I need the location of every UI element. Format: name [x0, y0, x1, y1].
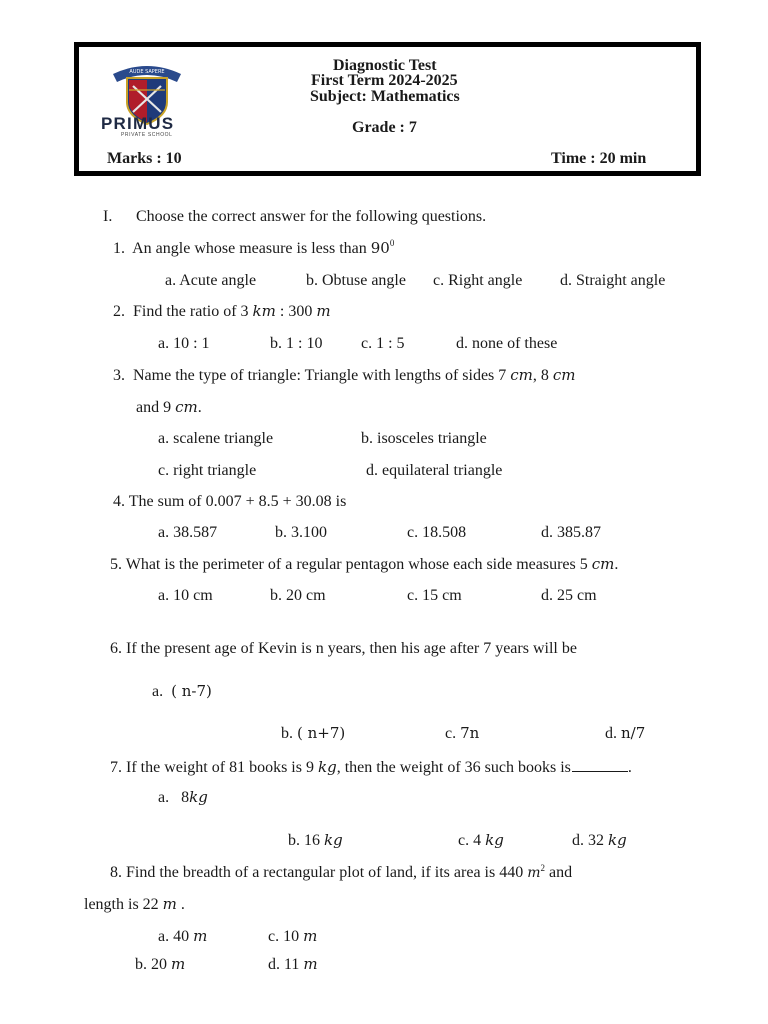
- q3-unit-1: cm: [510, 366, 533, 384]
- q3-text: Name the type of triangle: Triangle with lengths of sides 7: [133, 367, 511, 384]
- q8-option-a-text: a. 40: [158, 928, 194, 945]
- q2-text: Find the ratio of 3: [133, 303, 253, 320]
- q4-option-b[interactable]: b. 3.100: [275, 524, 327, 541]
- question-2: [113, 304, 331, 320]
- q5-text: What is the perimeter of a regular pentagon whose each side measures 5: [125, 556, 592, 573]
- q7-option-d-unit: kg: [608, 831, 627, 849]
- q7-answer-blank[interactable]: [572, 758, 628, 772]
- q7-end: .: [627, 759, 632, 776]
- question-3-line2: [136, 400, 202, 416]
- q3-end: .: [197, 399, 202, 416]
- q3-mid: , 8: [532, 367, 553, 384]
- q3-number: 3.: [113, 367, 125, 384]
- q3-option-d[interactable]: d. equilateral triangle: [366, 462, 503, 479]
- q2-option-a[interactable]: a. 10 : 1: [158, 335, 210, 352]
- q7-option-a-value: 8: [181, 789, 190, 806]
- q6-option-c-value: 7n: [460, 724, 480, 742]
- q8-option-d-unit: m: [303, 955, 318, 973]
- q7-option-a[interactable]: [158, 790, 208, 806]
- q8-area-unit: m: [527, 865, 541, 881]
- school-name: PRIMUS: [101, 114, 175, 133]
- question-8: [110, 865, 572, 881]
- term-label: First Term 2024-2025: [311, 72, 458, 89]
- time-label: Time : 20 min: [551, 150, 647, 167]
- subject-label: Subject: Mathematics: [310, 88, 460, 105]
- q6-option-d[interactable]: [605, 726, 645, 742]
- q8-line2: length is 22: [84, 896, 163, 913]
- q8-text: Find the breadth of a rectangular plot of land, if its area is 440: [126, 864, 528, 881]
- q4-number: 4.: [113, 493, 125, 510]
- q2-option-d[interactable]: d. none of these: [456, 335, 558, 352]
- q6-option-a[interactable]: [152, 684, 212, 700]
- q2-unit-km: km: [252, 302, 276, 320]
- q8-option-a-unit: m: [193, 927, 208, 945]
- question-5: [110, 557, 618, 573]
- grade-label: Grade : 7: [352, 119, 417, 136]
- q7-option-b[interactable]: [288, 833, 343, 849]
- q7-option-c[interactable]: [458, 833, 504, 849]
- q6-option-c-letter: c.: [445, 725, 457, 742]
- q5-end: .: [614, 556, 619, 573]
- logo-motto: AUDE SAPERE: [129, 69, 165, 75]
- q3-line2: and 9: [136, 399, 176, 416]
- q3-option-a[interactable]: a. scalene triangle: [158, 430, 274, 447]
- q2-unit-m: m: [316, 302, 331, 320]
- q6-option-a-letter: a.: [152, 683, 164, 700]
- q7-number: 7.: [110, 759, 122, 776]
- q7-unit: kg: [317, 758, 337, 776]
- q7-text: If the weight of 81 books is 9: [126, 759, 318, 776]
- q7-option-c-unit: kg: [485, 831, 504, 849]
- question-4: [113, 494, 346, 510]
- question-6: [110, 641, 577, 657]
- school-subtitle: PRIVATE SCHOOL: [121, 132, 173, 138]
- q5-number: 5.: [110, 556, 122, 573]
- q5-option-a[interactable]: a. 10 cm: [158, 587, 213, 604]
- q1-option-d[interactable]: d. Straight angle: [560, 272, 666, 289]
- q2-number: 2.: [113, 303, 125, 320]
- q8-option-c-text: c. 10: [268, 928, 304, 945]
- q4-option-c[interactable]: c. 18.508: [407, 524, 467, 541]
- question-3: [113, 368, 576, 384]
- question-1: [113, 238, 395, 257]
- q5-option-c[interactable]: c. 15 cm: [407, 587, 462, 604]
- marks-label: Marks : 10: [107, 150, 182, 167]
- q8-option-c[interactable]: [268, 929, 317, 945]
- q8-option-b[interactable]: [135, 957, 185, 973]
- q8-mid: and: [545, 864, 573, 881]
- q6-number: 6.: [110, 640, 122, 657]
- q1-degree: 0: [389, 238, 395, 248]
- q4-option-a[interactable]: a. 38.587: [158, 524, 218, 541]
- q6-option-b-letter: b.: [281, 725, 293, 742]
- q1-math: 90: [370, 239, 390, 257]
- q7-mid: , then the weight of 36 such books is: [336, 759, 571, 776]
- q1-option-c[interactable]: c. Right angle: [433, 272, 523, 289]
- q8-number: 8.: [110, 864, 122, 881]
- q5-unit: cm: [591, 555, 615, 573]
- question-7: [110, 758, 632, 776]
- q4-text: The sum of 0.007 + 8.5 + 30.08 is: [128, 493, 347, 510]
- q5-option-b[interactable]: b. 20 cm: [270, 587, 326, 604]
- q8-option-b-unit: m: [171, 955, 186, 973]
- q8-unit: m: [162, 895, 177, 913]
- q3-option-c[interactable]: c. right triangle: [158, 462, 257, 479]
- q4-option-d[interactable]: d. 385.87: [541, 524, 601, 541]
- q2-option-c[interactable]: c. 1 : 5: [361, 335, 405, 352]
- q1-number: 1.: [113, 240, 125, 257]
- q7-option-d[interactable]: [572, 833, 627, 849]
- q6-option-c[interactable]: [445, 726, 479, 742]
- section-instruction: Choose the correct answer for the following questions.: [136, 208, 487, 225]
- exam-header: [74, 42, 701, 176]
- q6-option-d-value: n/7: [621, 724, 646, 742]
- q8-option-b-text: b. 20: [135, 956, 171, 973]
- q7-option-d-text: d. 32: [572, 832, 608, 849]
- test-title: Diagnostic Test: [333, 57, 437, 74]
- question-8-line2: [84, 897, 185, 913]
- q7-option-a-unit: kg: [189, 788, 208, 806]
- q6-option-a-value: ( n-7): [171, 682, 212, 700]
- q8-end: .: [176, 896, 185, 913]
- q6-text: If the present age of Kevin is n years, then his age after 7 years will be: [126, 640, 577, 657]
- q2-sep: : 300: [275, 303, 317, 320]
- q3-option-b[interactable]: b. isosceles triangle: [361, 430, 487, 447]
- q6-option-b-value: ( n+7): [297, 724, 346, 742]
- q7-option-c-text: c. 4: [458, 832, 486, 849]
- q5-option-d[interactable]: d. 25 cm: [541, 587, 597, 604]
- q7-option-b-unit: kg: [324, 831, 343, 849]
- q6-option-b[interactable]: [281, 726, 345, 742]
- q3-unit-2: cm: [552, 366, 576, 384]
- q7-option-b-text: b. 16: [288, 832, 324, 849]
- q8-option-d[interactable]: [268, 957, 318, 973]
- q1-option-b[interactable]: b. Obtuse angle: [306, 272, 406, 289]
- q8-option-d-text: d. 11: [268, 956, 304, 973]
- q8-option-a[interactable]: [158, 929, 207, 945]
- q2-option-b[interactable]: b. 1 : 10: [270, 335, 323, 352]
- section-number: I.: [103, 208, 113, 225]
- q8-option-c-unit: m: [303, 927, 318, 945]
- q8-area-sup: 2: [540, 863, 545, 873]
- q6-option-d-letter: d.: [605, 725, 617, 742]
- q1-text: An angle whose measure is less than: [132, 240, 371, 257]
- q1-option-a[interactable]: a. Acute angle: [165, 272, 257, 289]
- q3-unit-3: cm: [175, 398, 198, 416]
- q7-option-a-letter: a.: [158, 789, 170, 806]
